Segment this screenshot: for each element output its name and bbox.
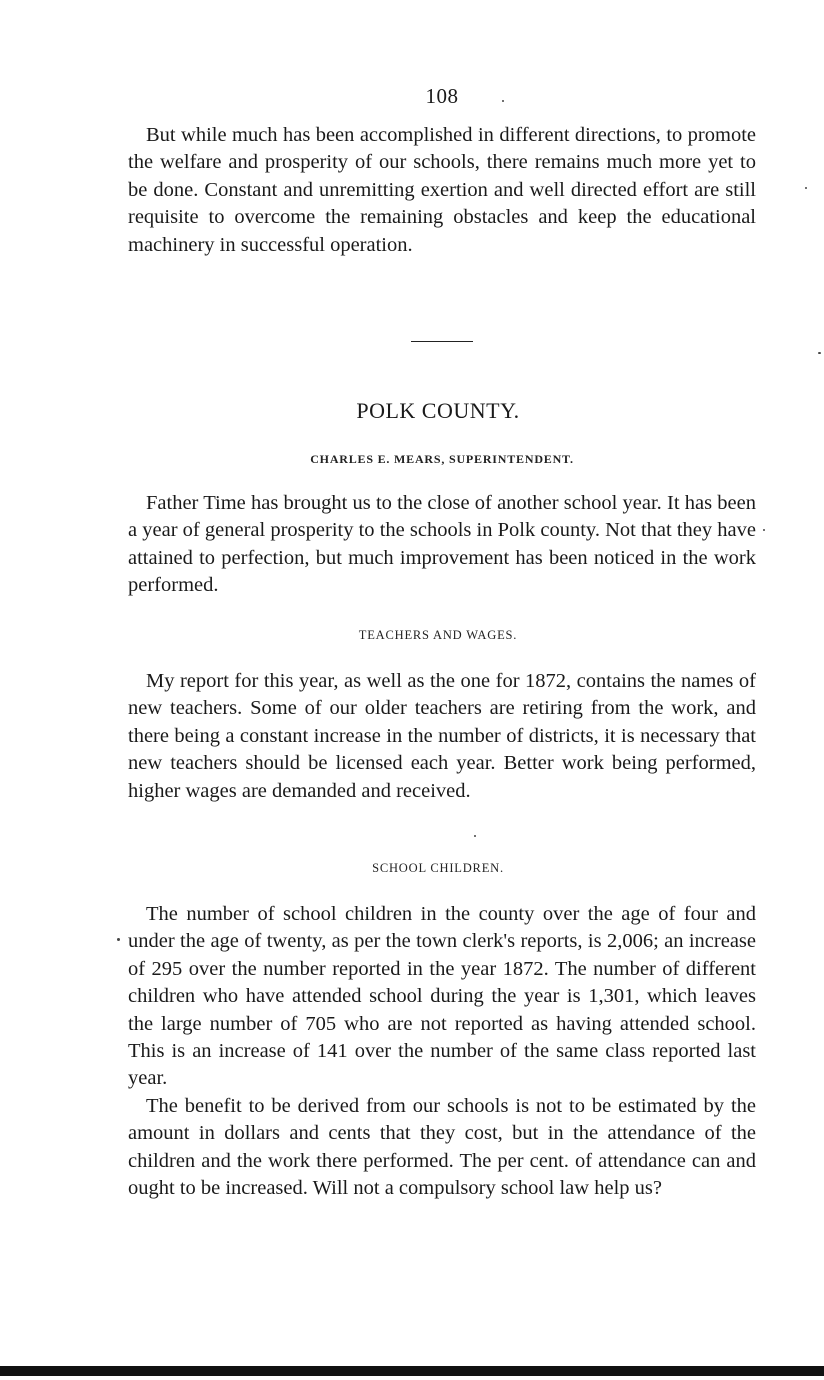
intro-paragraph: But while much has been accomplished in different directions, to promote the welfare and prosperity of our schools, there remains much more yet to be done. Constant and unremitting exertion and well directed effort are still requisite to overcome the remaining obstacles and keep the educational machinery in successful operation. bbox=[128, 124, 756, 256]
children-heading: SCHOOL CHILDREN. bbox=[372, 861, 504, 875]
section-divider bbox=[411, 341, 473, 342]
opening-paragraph: Father Time has brought us to the close of another school year. It has been a year of general prosperity to the schools in Polk county. Not that they have attained to perfection, but much improvement has been noticed in the work performed. bbox=[128, 492, 756, 597]
scan-speck bbox=[805, 187, 807, 189]
teachers-section bbox=[128, 668, 756, 805]
opening-section bbox=[128, 490, 756, 600]
teachers-heading: TEACHERS AND WAGES. bbox=[358, 628, 518, 642]
scan-speck bbox=[117, 938, 120, 941]
page-number: 108 bbox=[425, 84, 459, 108]
superintendent-byline: CHARLES E. MEARS, SUPERINTENDENT. bbox=[310, 452, 574, 466]
scan-speck bbox=[502, 100, 504, 102]
children-section bbox=[128, 901, 756, 1202]
scan-speck bbox=[763, 529, 765, 531]
county-title: POLK COUNTY. bbox=[356, 398, 520, 423]
scan-speck bbox=[818, 352, 821, 354]
intro-section bbox=[128, 122, 756, 259]
scan-edge-bar bbox=[0, 1366, 824, 1376]
teachers-paragraph: My report for this year, as well as the one for 1872, contains the names of new teachers. Some of our older teachers are retiring from the work, and there being a constant increase in the number of districts, it is necessary that new teachers should be licensed each year. Better work being performed, higher wages are demanded and received. bbox=[128, 670, 756, 802]
children-paragraph-2: The benefit to be derived from our schools is not to be estimated by the amount in dollars and cents that they cost, but in the attendance of the children and the work there performed. The per cent. of attendance can and ought to be increased. Will not a compulsory school law help us? bbox=[128, 1094, 756, 1200]
scan-speck bbox=[474, 835, 476, 837]
children-paragraph-1: The number of school children in the county over the age of four and under the age of twenty, as per the town clerk's reports, is 2,006; an increase of 295 over the number reported in the year 1872. The number of different children who have attended school during the year is 1,301, which leaves the large number of 705 who are not reported as having attended school. This is an increase of 141 over the number of the same class reported last year. bbox=[128, 903, 756, 1090]
